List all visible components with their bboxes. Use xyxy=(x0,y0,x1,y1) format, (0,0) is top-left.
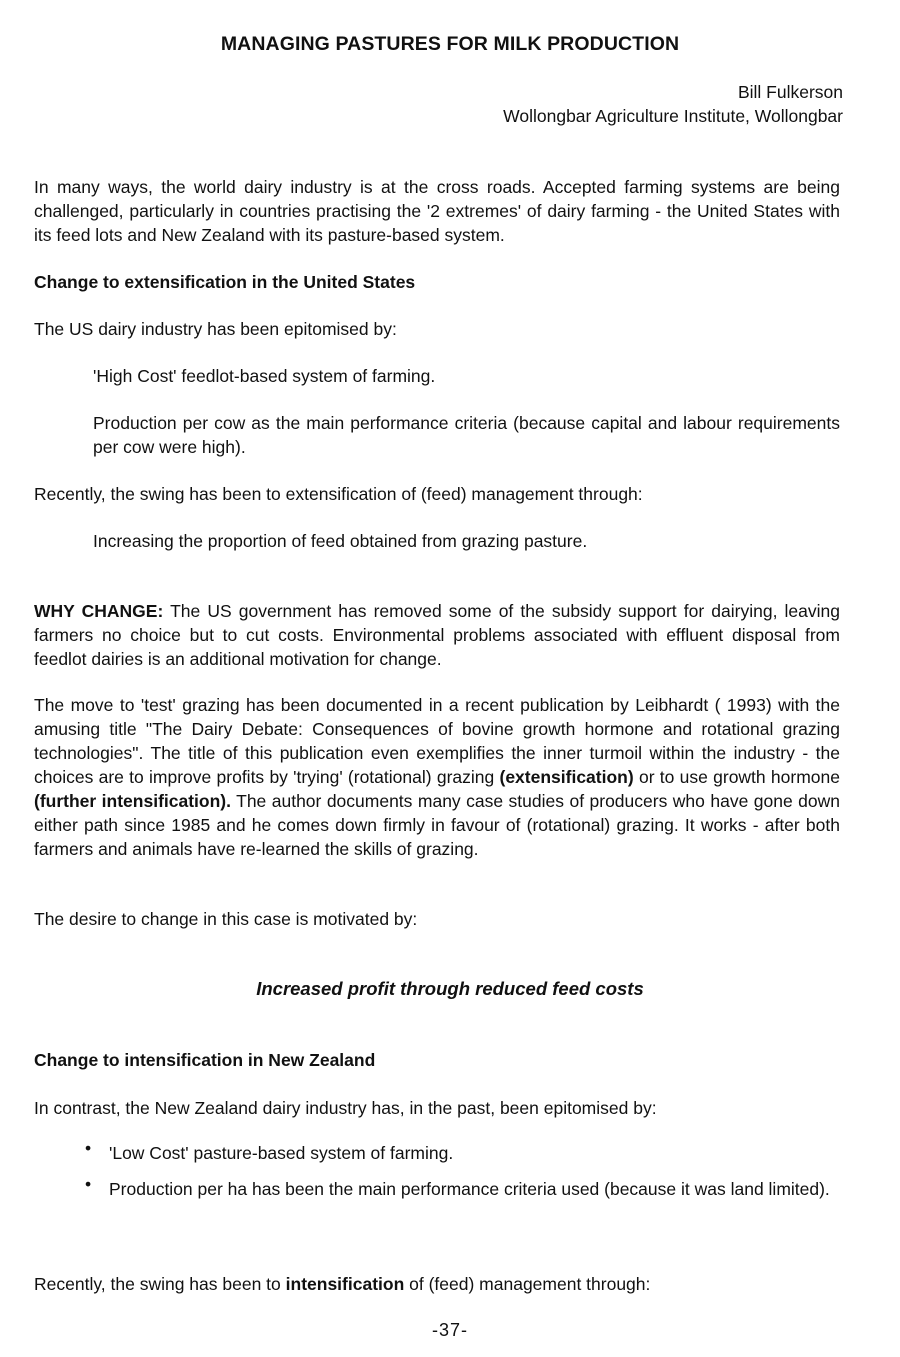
callout-statement: Increased profit through reduced feed costs xyxy=(256,978,644,999)
test-grazing-paragraph xyxy=(34,693,840,861)
nz-recently-paragraph xyxy=(34,1272,840,1296)
test-grazing-text-3: The author documents many case studies of producers who have gone down either path since 1985 and he comes down firmly in favour of (rotational) grazing. It works - after both farmers and animals have re-learned the skills of grazing. xyxy=(34,791,840,859)
bullet-icon: • xyxy=(85,1138,92,1158)
bullet-icon: • xyxy=(85,1174,92,1194)
test-grazing-text-2: or to use growth hormone xyxy=(633,767,840,787)
author-block xyxy=(503,80,843,128)
desire-paragraph: The desire to change in this case is motivated by: xyxy=(34,909,418,929)
why-change-label: WHY CHANGE: xyxy=(34,601,164,621)
us-section-heading: Change to extensification in the United States xyxy=(34,272,416,292)
us-point-1: 'High Cost' feedlot-based system of farming. xyxy=(93,366,436,386)
why-change-paragraph xyxy=(34,599,840,671)
us-point-2: Production per cow as the main performance criteria (because capital and labour requirements per cow were high). xyxy=(93,413,840,457)
test-grazing-bold-2: (further intensification). xyxy=(34,791,231,811)
nz-bullet-1 xyxy=(85,1136,837,1171)
intro-paragraph: In many ways, the world dairy industry is at the cross roads. Accepted farming systems are being challenged, particularly in countries practising the '2 extremes' of dairy farming - the United States with its feed lots and New Zealand with its pasture-based system. xyxy=(34,177,840,245)
nz-bullet-1-text: 'Low Cost' pasture-based system of farming. xyxy=(109,1143,454,1163)
page-number: -37- xyxy=(431,1320,468,1340)
nz-section-heading: Change to intensification in New Zealand xyxy=(34,1050,376,1070)
nz-recently-bold: intensification xyxy=(285,1274,405,1294)
us-recent-point: Increasing the proportion of feed obtained from grazing pasture. xyxy=(93,531,588,551)
nz-lead-paragraph: In contrast, the New Zealand dairy industry has, in the past, been epitomised by: xyxy=(34,1098,657,1118)
author-name: Bill Fulkerson xyxy=(737,82,843,102)
page-title: MANAGING PASTURES FOR MILK PRODUCTION xyxy=(220,33,680,55)
nz-bullet-2-text: Production per ha has been the main performance criteria used (because it was land limited). xyxy=(109,1179,830,1199)
us-lead-paragraph: The US dairy industry has been epitomised by: xyxy=(34,319,397,339)
nz-recently-text-1: Recently, the swing has been to xyxy=(34,1274,286,1294)
author-affiliation: Wollongbar Agriculture Institute, Wollongbar xyxy=(503,106,843,126)
us-recently-paragraph: Recently, the swing has been to extensification of (feed) management through: xyxy=(34,484,643,504)
nz-bullet-2 xyxy=(85,1172,837,1207)
nz-recently-text-2: of (feed) management through: xyxy=(404,1274,651,1294)
test-grazing-text-1: The move to 'test' grazing has been documented in a recent publication by Leibhardt ( 1993) with the amusing title "The Dairy Debate: Consequences of bovine growth hormone and rotational grazing technologies". The title of this publication even exemplifies the inner turmoil within the industry - the choices are to improve profits by 'trying' (rotational) grazing xyxy=(34,695,840,787)
why-change-text: The US government has removed some of the subsidy support for dairying, leaving farmers no choice but to cut costs. Environmental problems associated with effluent disposal from feedlot dairies is an additional motivation for change. xyxy=(34,601,840,669)
test-grazing-bold-1: (extensification) xyxy=(499,767,634,787)
